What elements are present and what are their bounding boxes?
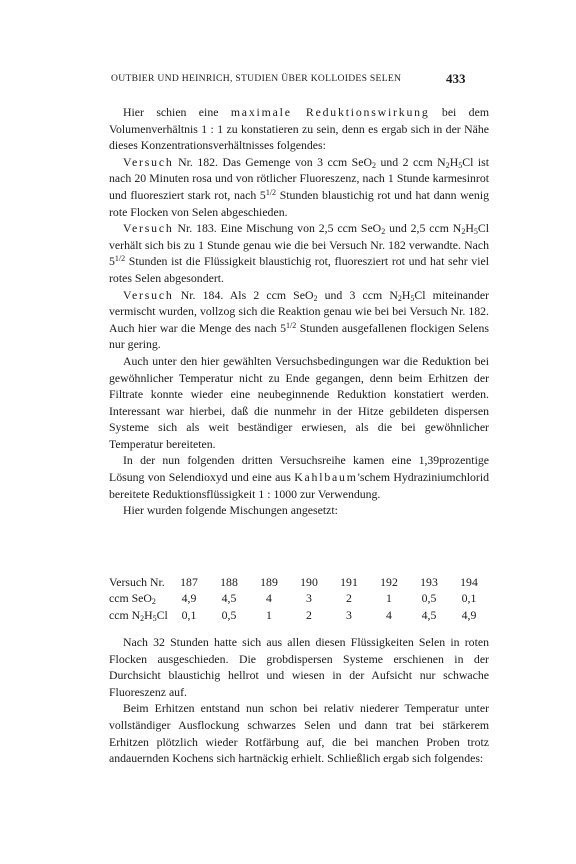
paragraph: Nach 32 Stunden hatte sich aus allen diesen Flüssigkeiten Selen in roten Flocken ausgeschieden. Die grobdispersen Systeme erschienen in der Durchsicht blaustichig hellrot und wiesen in der Aufsicht nur schwache Fluoreszenz auf. bbox=[109, 635, 489, 699]
spaced-emphasis: maximale Reduktionswirkung bbox=[230, 105, 430, 119]
text-run: und 2,5 ccm N bbox=[385, 221, 462, 236]
text-run: ccm N bbox=[109, 607, 141, 622]
text-run: und 2 ccm N bbox=[375, 154, 446, 169]
table-cell: 0,1 bbox=[181, 607, 197, 622]
table-cell: 188 bbox=[220, 575, 238, 589]
table-row bbox=[109, 607, 489, 623]
subscript: 2 bbox=[313, 293, 318, 303]
table-cell: 4,9 bbox=[461, 607, 477, 622]
table-cell: 189 bbox=[260, 575, 278, 589]
table-cell: 1 bbox=[386, 591, 392, 606]
table-cell: 2 bbox=[306, 607, 312, 622]
row-label bbox=[109, 590, 169, 606]
text-run: In der nun folgenden dritten Versuchsreihe kamen eine 1,39prozentige Lösung von Selendioxyd und eine aus bbox=[109, 453, 489, 485]
spaced-emphasis: Versuch bbox=[123, 287, 174, 302]
subscript: 2 bbox=[381, 227, 386, 237]
spaced-emphasis: Kahlbaum bbox=[294, 470, 358, 485]
spaced-emphasis: Versuch bbox=[123, 221, 174, 236]
table-cell: 4 bbox=[386, 607, 392, 622]
fraction: 1/2 bbox=[114, 254, 126, 264]
page-number: 433 bbox=[446, 71, 466, 86]
text-run: Cl verhält sich bis zu 1 Stunde genau wie die bei Versuch Nr. 182 verwandte. Nach 5 bbox=[109, 221, 489, 269]
mixture-table bbox=[109, 574, 489, 623]
text-run: 'schem Hydraziniumchlorid bereitete Reduktionsflüssigkeit 1 : 1000 zur Verwendung. bbox=[109, 470, 489, 501]
subscript: 2 bbox=[151, 597, 156, 607]
text-run: ccm SeO bbox=[109, 591, 152, 606]
subscript: 5 bbox=[152, 613, 157, 623]
row-label bbox=[109, 607, 169, 623]
subscript: 2 bbox=[461, 227, 466, 237]
fraction: 1/2 bbox=[285, 320, 297, 330]
spaced-emphasis: Versuch bbox=[123, 154, 174, 169]
text-run: Nr. 184. Als 2 ccm SeO bbox=[173, 287, 314, 302]
subscript: 5 bbox=[473, 227, 478, 237]
table-cell: 4 bbox=[266, 591, 272, 606]
table-cell: 2 bbox=[346, 591, 352, 606]
paragraph bbox=[109, 287, 489, 353]
text-run: Stunden blaustichig rot und hat dann wenig rote Flocken von Selen abgeschieden. bbox=[109, 187, 489, 219]
paragraph: Auch unter den hier gewählten Versuchsbedingungen war die Reduktion bei gewöhnlicher Temperatur nicht zu Ende gegangen, denn beim Erhitzen der Filtrate konnte wieder eine neubeginnende Reduktion konstatiert werden. Interessant war hierbei, daß die nunmehr in der Hitze gebildeten dispersen Systeme sich als weit beständiger erwiesen, als die bei gewöhnlicher Temperatur bereiteten. bbox=[109, 353, 489, 451]
paragraph bbox=[109, 154, 489, 220]
table-cell: 0,1 bbox=[461, 591, 477, 606]
text-run: Cl bbox=[156, 607, 168, 622]
text-run: H bbox=[449, 154, 459, 169]
text-run: Hier schien eine bbox=[123, 105, 231, 119]
table-cell: 0,5 bbox=[221, 607, 237, 622]
text-run: bei dem Volumenverhältnis 1 : 1 zu konstatieren zu sein, denn es ergab sich in der Nähe dieses Konzentrationsverhältnisses folgendes: bbox=[109, 105, 489, 153]
text-run: Cl ist nach 20 Minuten rosa und von rötlicher Fluoreszenz, nach 1 Stunde karmesinrot und fluoresziert stark rot, nach 5 bbox=[109, 154, 489, 202]
table-cell: 4,5 bbox=[221, 591, 237, 606]
subscript: 2 bbox=[397, 293, 402, 303]
row-label: Versuch Nr. bbox=[109, 575, 165, 589]
closing-text bbox=[109, 634, 489, 767]
table-cell: 4,5 bbox=[421, 607, 437, 622]
paragraph: Hier wurden folgende Mischungen angesetzt: bbox=[123, 503, 338, 518]
table-cell: 3 bbox=[346, 607, 352, 622]
text-run: Cl miteinander vermischt wurden, vollzog sich die Reaktion genau wie bei bei Versuch Nr. 182. Auch hier war die Menge des nach 5 bbox=[109, 287, 490, 335]
subscript: 5 bbox=[458, 160, 463, 170]
text-run: und 3 ccm N bbox=[317, 287, 398, 302]
paragraph bbox=[109, 104, 489, 154]
table-cell: 4,9 bbox=[181, 591, 197, 606]
text-run: Nr. 182. Das Gemenge von 3 ccm SeO bbox=[173, 154, 372, 169]
table-cell: 190 bbox=[300, 575, 318, 589]
main-text bbox=[109, 104, 489, 519]
table-cell: 0,5 bbox=[421, 591, 437, 606]
text-run: Stunden ist die Flüssigkeit blaustichig rot, fluoresziert rot und hat sehr viel rotes Selen abgesondert. bbox=[109, 254, 489, 285]
subscript: 2 bbox=[371, 160, 376, 170]
text-run: H bbox=[144, 607, 153, 622]
table-cell: 193 bbox=[420, 575, 438, 589]
paragraph: Beim Erhitzen entstand nun schon bei relativ niederer Temperatur unter vollständiger Ausflockung schwarzes Selen und dann trat bei stärkerem Erhitzen plötzlich wieder Rotfärbung auf, die bei manchen Proben trotz andauernden Kochens sich hartnäckig erhielt. Schließlich ergab sich folgendes: bbox=[109, 701, 489, 766]
text-run: Nr. 183. Eine Mischung von 2,5 ccm SeO bbox=[173, 221, 382, 236]
mixture-table-block bbox=[109, 574, 489, 623]
subscript: 2 bbox=[445, 160, 450, 170]
fraction: 1/2 bbox=[265, 187, 277, 197]
text-run: Stunden ausgefallenen flockigen Selens nur gering. bbox=[109, 320, 489, 352]
subscript: 5 bbox=[410, 293, 415, 303]
table-cell: 194 bbox=[460, 575, 478, 589]
table-row bbox=[109, 590, 489, 606]
table-row bbox=[109, 574, 489, 590]
subscript: 2 bbox=[140, 613, 145, 623]
table-cell: 1 bbox=[266, 607, 272, 622]
table-cell: 191 bbox=[340, 575, 358, 589]
text-run: H bbox=[401, 287, 411, 302]
table-cell: 192 bbox=[380, 575, 398, 589]
running-header: OUTBIER UND HEINRICH, STUDIEN ÜBER KOLLOIDES SELEN bbox=[111, 73, 402, 84]
table-cell: 3 bbox=[306, 591, 312, 606]
paragraph bbox=[109, 220, 489, 286]
text-run: H bbox=[465, 221, 474, 236]
paragraph bbox=[109, 452, 489, 502]
table-cell: 187 bbox=[180, 575, 198, 589]
